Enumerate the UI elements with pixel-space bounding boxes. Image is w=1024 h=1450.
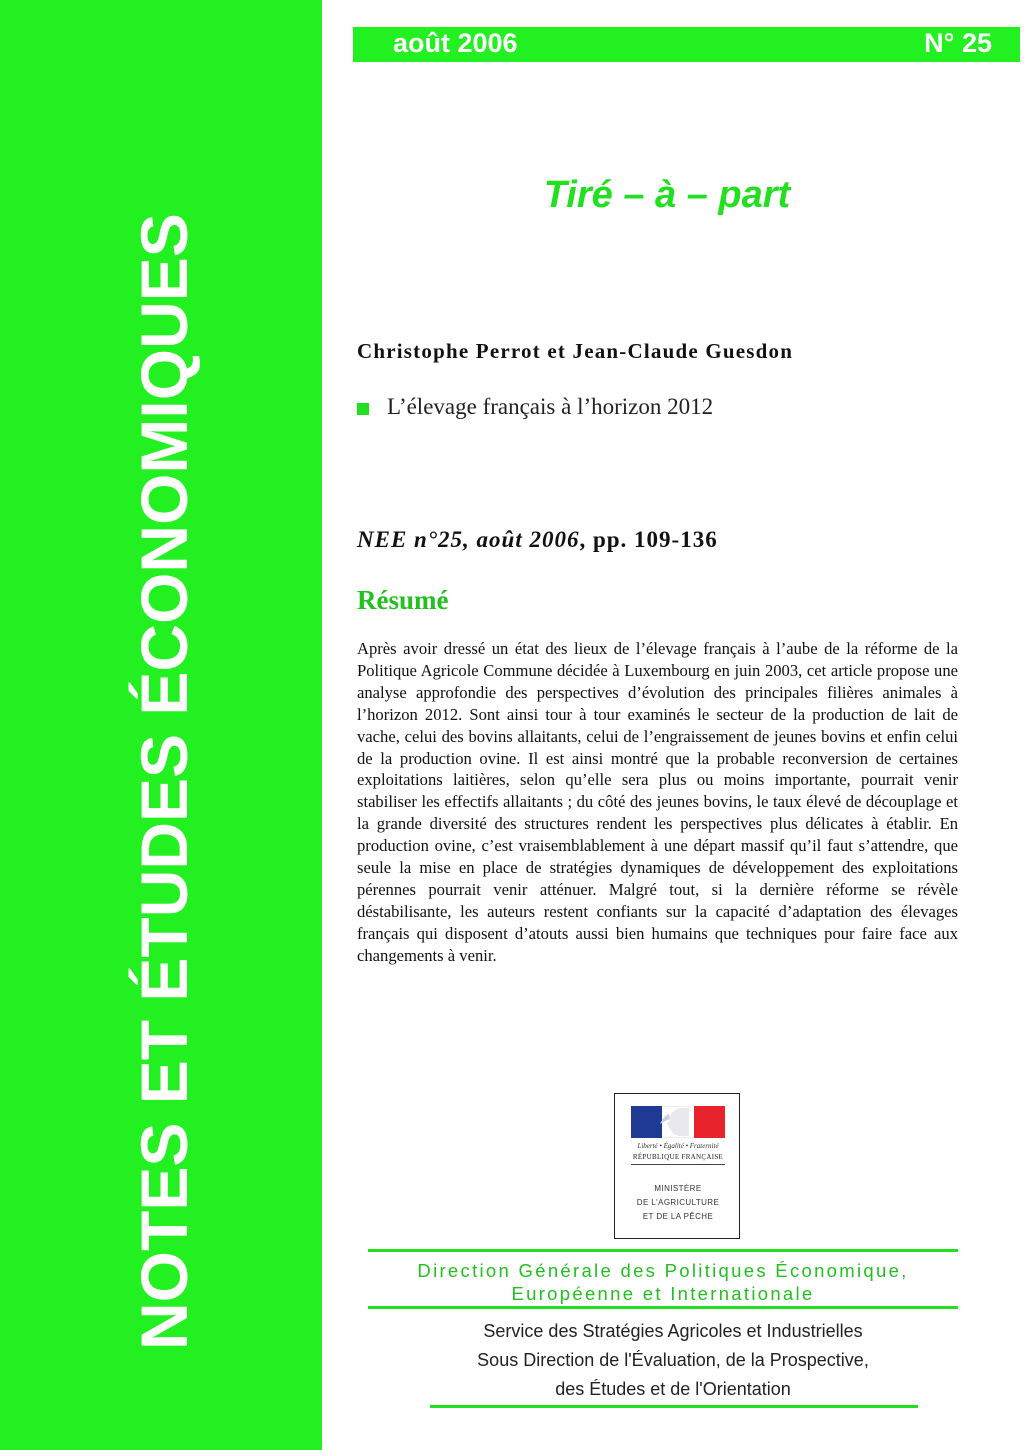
service-name [368,1317,978,1404]
ministry-line: DE L'AGRICULTURE [636,1198,720,1207]
series-title [0,0,322,1450]
ministry-line: ET DE LA PÊCHE [642,1212,714,1221]
issue-date: août 2006 [393,28,518,58]
marianne-profile-icon [659,1106,695,1138]
directorate-line: Européenne et Internationale [511,1283,815,1304]
green-square-bullet-icon [357,403,369,415]
series-title-text: NOTES ET ÉTUDES ÉCONOMIQUES [127,213,201,1350]
ministry-line: MINISTÈRE [654,1184,702,1193]
abstract-text: Après avoir dressé un état des lieux de l’élevage français à l’aube de la réforme de la Politique Agricole Commune décidée à Luxembourg en juin 2003, cet article propose une analyse approfondie des perspectives d’évolution des principales filières animales à l’horizon 2012. Sont ainsi tour à tour examinés le secteur de la production de lait de vache, celui des bovins allaitants, celui de l’engraissement de jeunes bovins et enfin celui de la production ovine. Il est ainsi montré que la probable reconversion de certaines exploitations laitières, selon qu’elle sera plus ou moins importante, pourrait venir stabiliser les effectifs allaitants ; du côté des jeunes bovins, le taux élevé de découplage et la grande diversité des structures rendent les perspectives plus délicates à établir. En production ovine, c’est vraisemblablement à une départ massif qu’il faut s’attendre, que seule la mise en place de stratégies dynamiques de développement des exploitations pérennes pourrait venir atténuer. Malgré tout, si la dernière réforme se révèle déstabilisante, les auteurs restent confiants sur la capacité d’adaptation des élevages français qui disposent d’atouts aussi bien humains que techniques pour faire face aux changements à venir. [357,639,958,965]
article-title: L’élevage français à l’horizon 2012 [387,394,714,419]
citation [357,527,718,553]
footer-rule-middle [368,1306,958,1309]
logo-divider [631,1164,725,1165]
service-line: Sous Direction de l'Évaluation, de la Prospective, [477,1350,869,1370]
footer-rule-bottom [430,1405,918,1408]
ministry-name [621,1182,735,1224]
republic-name: RÉPUBLIQUE FRANÇAISE [632,1153,724,1161]
ministry-logo [614,1093,740,1239]
issue-number: N° 25 [924,28,992,58]
offprint-label: Tiré – à – part [543,174,791,216]
article-entry [357,394,713,420]
issue-header-bar [353,27,1020,62]
citation-pages: , pp. 109-136 [579,527,718,552]
service-line: des Études et de l'Orientation [555,1379,791,1399]
sidebar-band [0,0,322,1450]
directorate-name [368,1259,958,1305]
footer-rule-top [368,1249,958,1252]
service-line: Service des Stratégies Agricoles et Industrielles [483,1321,863,1341]
citation-journal: NEE n°25, août 2006 [357,527,580,552]
directorate-line: Direction Générale des Politiques Économique, [417,1260,909,1281]
authors: Christophe Perrot et Jean-Claude Guesdon [357,339,794,363]
republic-motto: Liberté • Égalité • Fraternité [637,1142,719,1150]
abstract-heading: Résumé [357,585,449,615]
